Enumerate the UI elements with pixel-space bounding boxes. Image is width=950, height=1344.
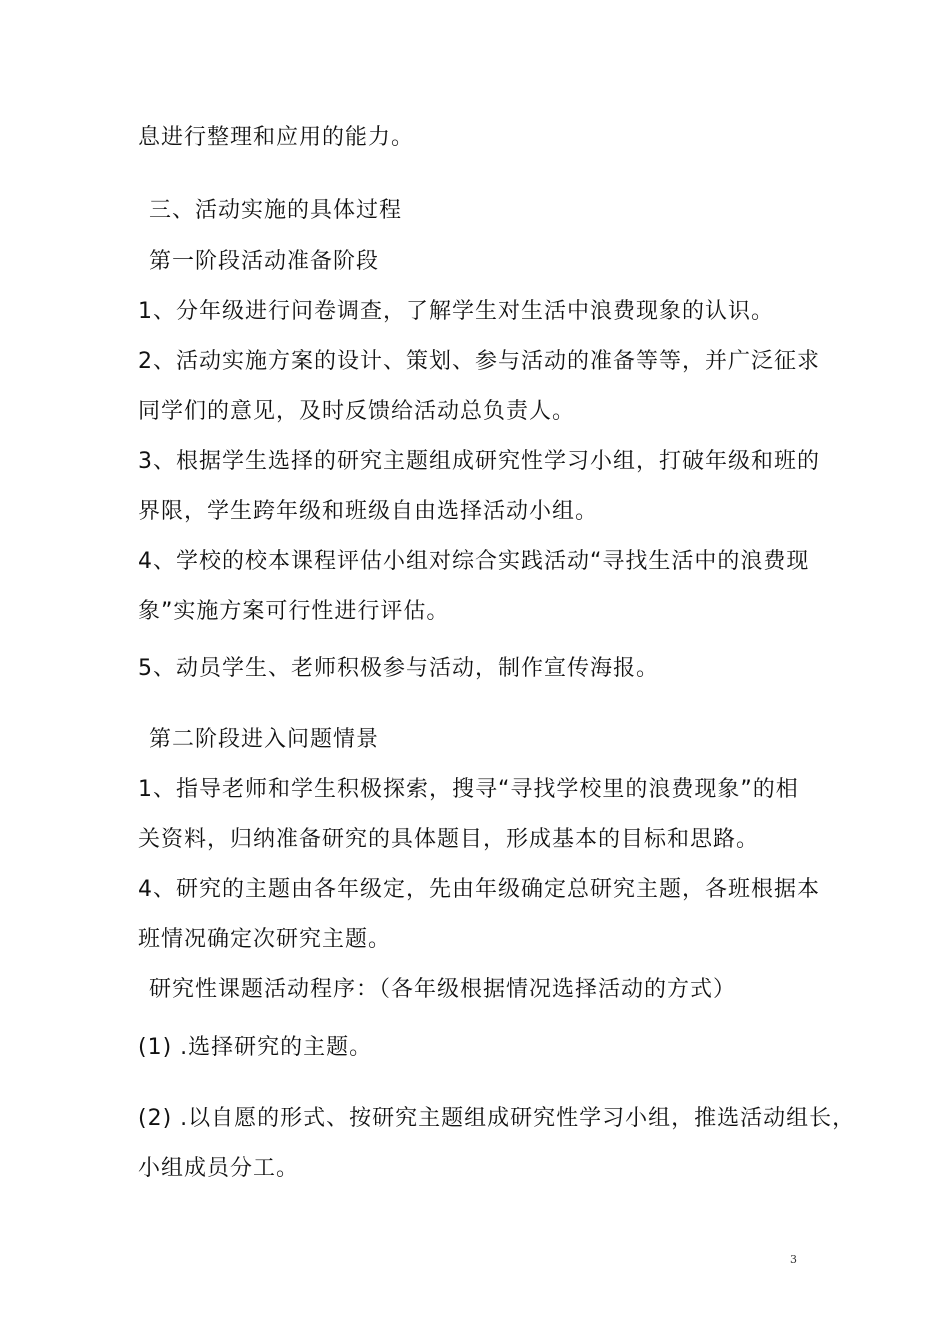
list-item: 2、活动实施方案的设计、策划、参与活动的准备等等，并广泛征求: [138, 349, 820, 374]
list-item: 4、研究的主题由各年级定，先由年级确定总研究主题，各班根据本: [138, 877, 820, 902]
stage-heading: 第二阶段进入问题情景: [149, 727, 380, 752]
procedure-heading: 研究性课题活动程序：（各年级根据情况选择活动的方式）: [149, 977, 737, 1002]
body-text-line: 息进行整理和应用的能力。: [138, 125, 415, 150]
list-item: 4、学校的校本课程评估小组对综合实践活动“寻找生活中的浪费现: [138, 549, 810, 574]
section-heading: 三、活动实施的具体过程: [149, 198, 403, 223]
list-item: 1、分年级进行问卷调查，了解学生对生活中浪费现象的认识。: [138, 299, 774, 324]
procedure-step: (2) .以自愿的形式、按研究主题组成研究性学习小组，推选活动组长，: [138, 1106, 856, 1131]
list-item-continuation: 班情况确定次研究主题。: [138, 927, 392, 952]
list-item-continuation: 同学们的意见，及时反馈给活动总负责人。: [138, 399, 576, 424]
procedure-step: (1) .选择研究的主题。: [138, 1035, 373, 1060]
list-item-continuation: 关资料，归纳准备研究的具体题目，形成基本的目标和思路。: [138, 827, 760, 852]
list-item: 1、指导老师和学生积极探索，搜寻“寻找学校里的浪费现象”的相: [138, 777, 799, 802]
list-item-continuation: 界限，学生跨年级和班级自由选择活动小组。: [138, 499, 599, 524]
stage-heading: 第一阶段活动准备阶段: [149, 249, 380, 274]
page-number: 3: [790, 1253, 797, 1266]
list-item-continuation: 象”实施方案可行性进行评估。: [138, 599, 450, 624]
procedure-step-continuation: 小组成员分工。: [138, 1156, 300, 1181]
list-item: 5、动员学生、老师积极参与活动，制作宣传海报。: [138, 656, 659, 681]
list-item: 3、根据学生选择的研究主题组成研究性学习小组，打破年级和班的: [138, 449, 820, 474]
